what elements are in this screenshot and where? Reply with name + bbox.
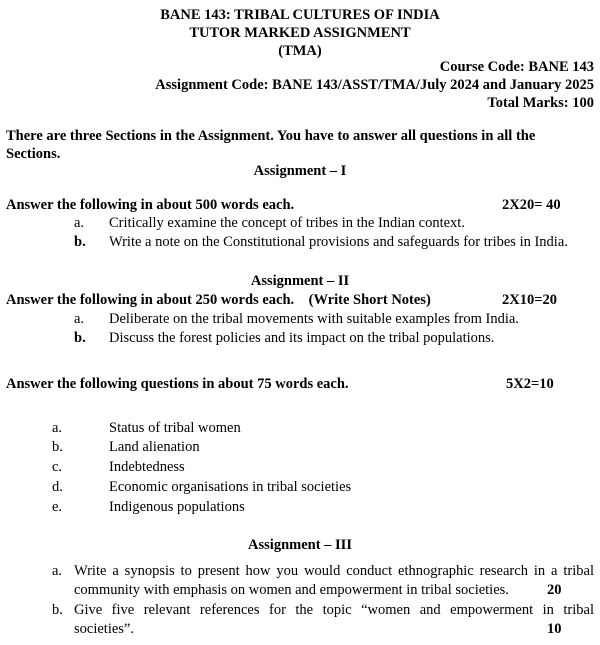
section-3-item-a-marks: 20 — [547, 582, 562, 598]
section-1-instruction: Answer the following in about 500 words each. — [6, 197, 295, 213]
section-1-marks: 2X20= 40 — [502, 197, 561, 213]
section-2-item-b-label: b. — [74, 330, 86, 346]
section-2-title: Assignment – II — [250, 273, 350, 289]
short-item-b-label: b. — [52, 439, 63, 455]
intro-line-2: Sections. — [6, 146, 61, 162]
doc-title: BANE 143: TRIBAL CULTURES OF INDIA — [160, 7, 440, 23]
section-3-item-a-line2: community with emphasis on women and empowerment in tribal societies. — [74, 582, 509, 598]
doc-tma-label: (TMA) — [278, 43, 322, 59]
section-2-marks: 2X10=20 — [502, 292, 557, 308]
section-1-item-a-label: a. — [74, 215, 85, 231]
section-1-item-b-text: Write a note on the Constitutional provisions and safeguards for tribes in India. — [109, 234, 568, 250]
short-item-c-text: Indebtedness — [109, 459, 185, 475]
short-item-d-text: Economic organisations in tribal societies — [109, 479, 352, 495]
section-3-item-b-line2: societies”. — [74, 621, 134, 637]
section-1-item-a-text: Critically examine the concept of tribes in the Indian context. — [109, 215, 465, 231]
section-3-item-b-label: b. — [52, 602, 63, 618]
short-item-e-label: e. — [52, 499, 63, 515]
section-3-item-b-marks: 10 — [547, 621, 562, 637]
section-2-instruction: Answer the following in about 250 words each. (Write Short Notes) — [6, 292, 431, 308]
section-2-item-a-text: Deliberate on the tribal movements with suitable examples from India. — [109, 311, 519, 327]
short-notes-instruction: Answer the following questions in about 75 words each. — [6, 376, 349, 392]
section-3-item-a-line1: Write a synopsis to present how you would conduct ethnographic research in a tribal — [74, 563, 594, 579]
short-notes-marks: 5X2=10 — [506, 376, 554, 392]
doc-subtitle: TUTOR MARKED ASSIGNMENT — [189, 25, 411, 41]
section-2-item-a-label: a. — [74, 311, 85, 327]
section-3-item-a-label: a. — [52, 563, 63, 579]
short-item-a-text: Status of tribal women — [109, 420, 241, 436]
short-item-d-label: d. — [52, 479, 63, 495]
total-marks: Total Marks: 100 — [487, 95, 594, 111]
section-3-title: Assignment – III — [248, 537, 352, 553]
intro-line-1: There are three Sections in the Assignment. You have to answer all questions in all the — [6, 128, 536, 144]
assignment-code: Assignment Code: BANE 143/ASST/TMA/July 2024 and January 2025 — [155, 77, 594, 93]
course-code: Course Code: BANE 143 — [439, 59, 594, 75]
section-1-item-b-label: b. — [74, 234, 86, 250]
short-item-e-text: Indigenous populations — [109, 499, 245, 515]
short-item-b-text: Land alienation — [109, 439, 200, 455]
short-item-c-label: c. — [52, 459, 63, 475]
section-3-item-b-line1: Give five relevant references for the topic “women and empowerment in tribal — [74, 602, 594, 618]
short-item-a-label: a. — [52, 420, 63, 436]
section-2-item-b-text: Discuss the forest policies and its impact on the tribal populations. — [109, 330, 495, 346]
section-1-title: Assignment – I — [253, 163, 347, 179]
